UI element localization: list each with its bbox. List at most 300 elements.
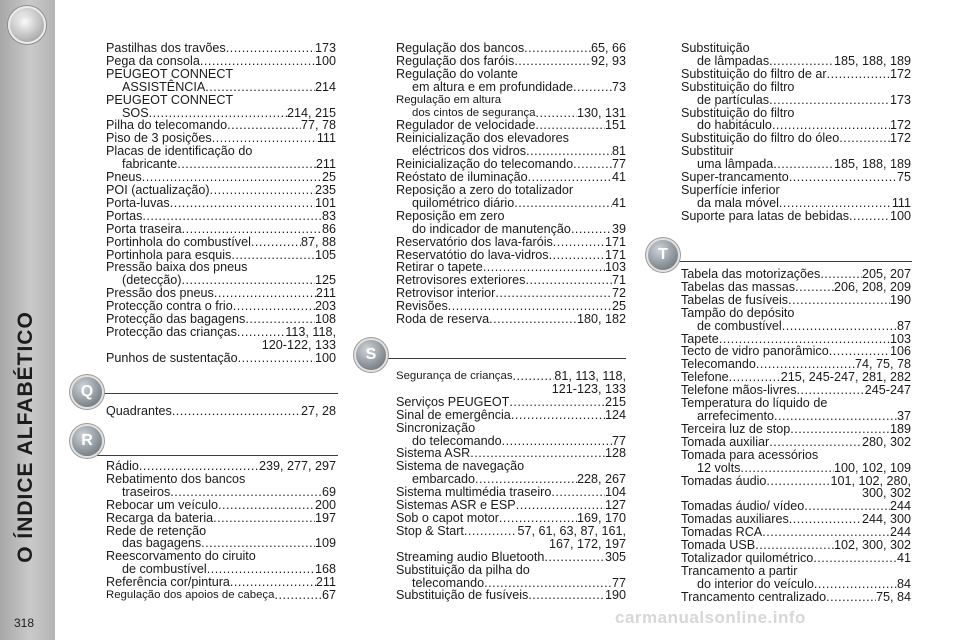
- leader-dots: [172, 405, 301, 418]
- entry-term: Reinicialização dos elevadores: [396, 131, 569, 146]
- entry-term: (detecção): [122, 273, 182, 288]
- leader-dots: [139, 460, 259, 473]
- entry-pages: 101: [314, 195, 336, 210]
- entry-term: Protecção das bagagens: [106, 312, 246, 327]
- entry-term: PEUGEOT CONNECT: [106, 66, 234, 81]
- entry-pages: 205, 207: [861, 267, 911, 281]
- leader-dots: [826, 591, 876, 604]
- entry-term: da mala móvel: [697, 195, 779, 210]
- index-entry: [396, 551, 626, 564]
- entry-pages: 57, 61, 63, 87, 161,: [517, 523, 626, 538]
- entry-pages: 171: [604, 247, 626, 262]
- leader-dots: [769, 94, 890, 107]
- index-entry: [681, 294, 911, 307]
- entry-pages: 65, 66: [590, 41, 626, 55]
- entry-term: Totalizador quilométrico: [681, 550, 814, 565]
- leader-dots: [769, 55, 834, 68]
- index-entry-line: [681, 81, 911, 94]
- entry-term: 300, 302: [861, 486, 911, 501]
- entry-pages: 190: [889, 292, 911, 307]
- leader-dots: [755, 539, 834, 552]
- index-entry-line: [106, 210, 336, 223]
- index-entry-line: [681, 462, 911, 475]
- section-q-entries: [106, 405, 336, 418]
- leader-dots: [182, 223, 322, 236]
- index-entry-line: [396, 313, 626, 326]
- entry-pages: 37: [896, 408, 911, 423]
- index-entry: [106, 499, 336, 512]
- corner-badge-icon: [8, 6, 46, 44]
- entry-term: Segurança de crianças: [396, 370, 513, 382]
- entry-term: eléctricos dos vidros: [412, 144, 527, 159]
- leader-dots: [524, 42, 591, 55]
- entry-pages: 189: [889, 421, 911, 436]
- section-p-entries: [106, 42, 336, 365]
- index-entry-line: [106, 68, 336, 81]
- entry-term: Sistema multimédia traseiro: [396, 485, 552, 500]
- index-entry: [106, 326, 336, 352]
- entry-term: ASSISTÊNCIA: [122, 79, 206, 94]
- letter-s-badge-icon: S: [356, 340, 386, 370]
- index-entry-line: [681, 42, 911, 55]
- index-entry: [681, 449, 911, 475]
- index-entry-line: [396, 383, 626, 396]
- entry-term: Piso de 3 posições: [106, 131, 212, 146]
- leader-dots: [827, 68, 890, 81]
- leader-dots: [274, 589, 322, 602]
- entry-term: Reposição a zero do totalizador: [396, 182, 574, 197]
- index-entry: [106, 42, 336, 55]
- entry-term: Tomada auxiliar: [681, 434, 770, 449]
- index-entry: [396, 236, 626, 249]
- entry-term: 121-123, 133: [551, 381, 626, 396]
- entry-term: Serviços PEUGEOT: [396, 394, 510, 409]
- index-entry-line: [396, 525, 626, 538]
- entry-term: Retirar o tapete: [396, 260, 483, 275]
- leader-dots: [495, 287, 612, 300]
- entry-term: Reescorvamento do ciruito: [106, 549, 256, 564]
- entry-pages: 244: [889, 499, 911, 514]
- entry-pages: 41: [896, 550, 911, 565]
- entry-term: Tomadas áudio/ vídeo: [681, 499, 805, 514]
- entry-pages: 41: [611, 170, 626, 185]
- index-entry-line: [106, 589, 336, 602]
- entry-pages: 92, 93: [590, 53, 626, 68]
- leader-dots: [814, 578, 897, 591]
- entry-pages: 211: [315, 286, 336, 301]
- entry-pages: 100, 102, 109: [833, 460, 911, 475]
- index-entry: [681, 107, 911, 133]
- entry-term: Pressão baixa dos pneus: [106, 260, 248, 275]
- index-entry: [396, 525, 626, 551]
- entry-term: Trancamento a partir: [681, 563, 798, 578]
- entry-pages: 215, 245-247, 281, 282: [780, 370, 911, 385]
- entry-term: Suporte para latas de bebidas: [681, 208, 850, 223]
- entry-term: SOS: [122, 105, 149, 120]
- leader-dots: [740, 462, 834, 475]
- index-entry-line: [396, 236, 626, 249]
- entry-term: Protecção das crianças: [106, 324, 237, 339]
- entry-term: Telecomando: [681, 357, 756, 372]
- index-entry-line: [396, 68, 626, 81]
- entry-term: traseiros: [122, 484, 171, 499]
- entry-term: Terceira luz de stop: [681, 421, 791, 436]
- leader-dots: [499, 512, 577, 525]
- entry-pages: 87, 88: [300, 234, 336, 249]
- leader-dots: [205, 81, 315, 94]
- index-entry: [106, 525, 336, 551]
- entry-pages: 280, 302: [861, 434, 911, 449]
- entry-pages: 77, 78: [300, 118, 336, 133]
- entry-pages: 69: [321, 484, 336, 499]
- entry-term: Sinal de emergência: [396, 407, 511, 422]
- entry-term: Substituição do filtro: [681, 105, 795, 120]
- entry-term: Substituição de fusíveis: [396, 588, 529, 603]
- index-entry-line: [396, 370, 626, 383]
- index-entry-line: [681, 68, 911, 81]
- index-entry: [396, 55, 626, 68]
- index-entry-line: [396, 197, 626, 210]
- entry-term: do indicador de manutenção: [412, 221, 571, 236]
- entry-pages: 104: [604, 485, 626, 500]
- entry-term: Sincronização: [396, 420, 476, 435]
- entry-pages: 81, 113, 118,: [554, 369, 626, 383]
- entry-term: Regulação dos bancos: [396, 41, 525, 55]
- leader-dots: [227, 119, 301, 132]
- entry-term: Roda de reserva: [396, 312, 490, 327]
- leader-dots: [573, 81, 612, 94]
- entry-term: Porta traseira: [106, 221, 182, 236]
- entry-pages: 172: [889, 118, 911, 133]
- entry-pages: 77: [611, 157, 626, 172]
- entry-pages: 74, 75, 78: [854, 357, 911, 372]
- index-entry: [106, 223, 336, 236]
- index-entry: [396, 564, 626, 590]
- entry-term: Substituição do filtro do óleo: [681, 131, 840, 146]
- index-entry: [396, 396, 626, 409]
- entry-term: Tomadas áudio: [681, 473, 767, 488]
- leader-dots: [544, 551, 605, 564]
- index-entry-line: [106, 184, 336, 197]
- index-entry: [681, 42, 911, 68]
- index-column-1-r: [106, 460, 336, 602]
- entry-pages: 172: [889, 66, 911, 81]
- watermark: carmanualsonline.info: [615, 608, 806, 627]
- index-entry-line: [106, 499, 336, 512]
- index-entry-line: [106, 223, 336, 236]
- index-column-1: [106, 42, 336, 365]
- index-entry: [106, 313, 336, 326]
- index-entry-line: [106, 197, 336, 210]
- index-entry-line: [106, 486, 336, 499]
- index-entry: [681, 565, 911, 591]
- entry-pages: 103: [889, 331, 911, 346]
- leader-dots: [213, 512, 315, 525]
- index-entry: [106, 210, 336, 223]
- index-entry: [681, 423, 911, 436]
- leader-dots: [170, 197, 315, 210]
- index-entry: [106, 55, 336, 68]
- entry-term: Retrovisor interior: [396, 286, 496, 301]
- entry-term: do habitáculo: [697, 118, 772, 133]
- entry-pages: 185, 188, 189: [833, 157, 911, 172]
- entry-pages: 84: [896, 576, 911, 591]
- index-entry: [396, 210, 626, 236]
- entry-pages: 83: [321, 208, 336, 223]
- entry-term: Rebocar um veículo: [106, 497, 218, 512]
- entry-pages: 86: [321, 221, 336, 236]
- index-entry-line: [396, 551, 626, 564]
- index-entry: [681, 68, 911, 81]
- entry-term: Pilha do telecomando: [106, 118, 228, 133]
- entry-pages: 113, 118,: [285, 324, 336, 339]
- index-entry: [106, 512, 336, 525]
- entry-pages: 25: [321, 170, 336, 185]
- index-entry: [106, 473, 336, 499]
- sidebar-title: O ÍNDICE ALFABÉTICO: [14, 311, 37, 563]
- index-entry-line: [396, 512, 626, 525]
- entry-term: Pressão dos pneus: [106, 286, 214, 301]
- index-entry-line: [106, 405, 336, 418]
- leader-dots: [489, 313, 577, 326]
- entry-pages: 211: [315, 157, 336, 172]
- index-entry-line: [396, 396, 626, 409]
- index-entry-line: [396, 210, 626, 223]
- entry-term: Regulação do volante: [396, 66, 518, 81]
- entry-term: Telefone: [681, 370, 729, 385]
- leader-dots: [464, 525, 518, 538]
- leader-dots: [142, 210, 322, 223]
- index-entry: [396, 184, 626, 210]
- index-entry: [106, 145, 336, 171]
- entry-term: Reposição em zero: [396, 208, 505, 223]
- entry-term: Streaming audio Bluetooth: [396, 549, 545, 564]
- entry-pages: 203: [314, 299, 336, 314]
- entry-pages: 100: [314, 350, 336, 365]
- entry-term: Regulador de velocidade: [396, 118, 536, 133]
- index-entry: [106, 576, 336, 589]
- entry-term: Rede de retenção: [106, 523, 207, 538]
- index-entry: [681, 184, 911, 210]
- leader-dots: [774, 410, 897, 423]
- index-entry: [106, 94, 336, 120]
- entry-term: Portinhola para esquis: [106, 247, 232, 262]
- entry-pages: 25: [611, 299, 626, 314]
- entry-pages: 169, 170: [576, 510, 626, 525]
- entry-pages: 81: [611, 144, 626, 159]
- section-q-divider: [80, 393, 338, 394]
- index-entry-line: [681, 210, 911, 223]
- entry-pages: 100: [314, 53, 336, 68]
- entry-term: quilométrico diário: [412, 195, 515, 210]
- index-entry-line: [681, 294, 911, 307]
- entry-term: Tabelas de fusíveis: [681, 292, 789, 307]
- entry-pages: 130, 131: [576, 105, 626, 120]
- section-t-entries: [681, 268, 911, 604]
- entry-term: Stop & Start: [396, 523, 464, 538]
- entry-pages: 171: [604, 234, 626, 249]
- index-entry: [396, 409, 626, 422]
- section-r-continued-entries: [396, 42, 626, 326]
- leader-dots: [535, 107, 576, 120]
- index-entry: [396, 313, 626, 326]
- entry-pages: 200: [314, 497, 336, 512]
- entry-term: das bagagens: [122, 536, 202, 551]
- entry-term: Rádio: [106, 459, 139, 473]
- entry-term: Tabela das motorizações: [681, 267, 821, 281]
- entry-pages: 197: [314, 510, 336, 525]
- index-entry: [396, 94, 626, 120]
- leader-dots: [553, 236, 605, 249]
- index-entry-line: [681, 552, 911, 565]
- entry-term: dos cintos de segurança: [412, 106, 536, 119]
- entry-term: Porta-luvas: [106, 195, 170, 210]
- leader-dots: [233, 300, 315, 313]
- index-entry: [106, 236, 336, 249]
- index-entry: [681, 210, 911, 223]
- entry-term: Tomada para acessórios: [681, 447, 819, 462]
- entry-pages: 214: [314, 79, 336, 94]
- index-entry: [396, 589, 626, 602]
- entry-term: Punhos de sustentação: [106, 350, 238, 365]
- sidebar: [0, 0, 55, 640]
- index-entry: [681, 281, 911, 294]
- leader-dots: [511, 409, 605, 422]
- entry-term: Substituir: [681, 144, 734, 159]
- leader-dots: [245, 313, 315, 326]
- entry-pages: 87: [896, 318, 911, 333]
- leader-dots: [528, 589, 605, 602]
- entry-term: do telecomando: [412, 433, 502, 448]
- entry-term: telecomando: [412, 575, 485, 590]
- index-entry: [396, 132, 626, 158]
- index-column-2: [396, 42, 626, 326]
- entry-term: Reservatório dos lava-faróis: [396, 234, 553, 249]
- index-entry: [681, 81, 911, 107]
- entry-pages: 172: [889, 131, 911, 146]
- section-s-entries: [396, 370, 626, 602]
- index-entry-line: [106, 236, 336, 249]
- entry-pages: 245-247: [864, 383, 911, 398]
- index-entry: [106, 550, 336, 576]
- index-entry-line: [106, 460, 336, 473]
- entry-term: Tampão do depósito: [681, 305, 795, 320]
- leader-dots: [782, 320, 897, 333]
- index-entry-line: [681, 578, 911, 591]
- letter-q-badge-icon: Q: [72, 377, 102, 407]
- index-entry-line: [681, 184, 911, 197]
- index-entry: [106, 352, 336, 365]
- leader-dots: [789, 513, 862, 526]
- leader-dots: [502, 435, 612, 448]
- entry-term: Telefone mãos-livres: [681, 383, 797, 398]
- entry-term: Referência cor/pintura: [106, 575, 230, 590]
- leader-dots: [789, 171, 897, 184]
- entry-pages: 67: [321, 588, 336, 603]
- index-entry: [396, 68, 626, 94]
- leader-dots: [170, 486, 322, 499]
- index-entry: [681, 397, 911, 423]
- entry-pages: 168: [314, 562, 336, 577]
- entry-pages: 111: [891, 195, 911, 210]
- section-r-divider: [80, 455, 338, 456]
- letter-r-badge-icon: R: [72, 426, 102, 456]
- entry-term: Placas de identificação do: [106, 144, 253, 159]
- index-entry-line: [396, 184, 626, 197]
- entry-pages: 73: [611, 79, 626, 94]
- index-entry: [396, 42, 626, 55]
- leader-dots: [839, 132, 890, 145]
- entry-pages: 206, 208, 209: [833, 279, 911, 294]
- entry-pages: 111: [316, 131, 336, 146]
- entry-term: 167, 172, 197: [548, 536, 626, 551]
- index-entry-line: [396, 589, 626, 602]
- leader-dots: [218, 499, 315, 512]
- leader-dots: [200, 55, 315, 68]
- entry-term: embarcado: [412, 472, 476, 487]
- index-entry-line: [681, 591, 911, 604]
- index-entry-line: [681, 94, 911, 107]
- leader-dots: [551, 486, 605, 499]
- index-column-3: [681, 42, 911, 223]
- entry-term: Substituição do filtro de ar: [681, 66, 827, 81]
- index-entry: [106, 405, 336, 418]
- entry-term: PEUGEOT CONNECT: [106, 92, 234, 107]
- entry-term: de combustível: [122, 562, 207, 577]
- page-number: 318: [14, 616, 35, 630]
- entry-term: 120-122, 133: [261, 337, 336, 352]
- leader-dots: [573, 158, 612, 171]
- leader-dots: [769, 436, 862, 449]
- index-entry: [681, 436, 911, 449]
- entry-pages: 41: [611, 195, 626, 210]
- index-entry: [681, 268, 911, 281]
- index-entry: [681, 307, 911, 333]
- entry-pages: 180, 182: [576, 312, 626, 327]
- index-entry-line: [681, 423, 911, 436]
- leader-dots: [514, 55, 591, 68]
- index-column-3-t: [681, 268, 911, 604]
- leader-dots: [237, 326, 285, 339]
- index-entry-line: [396, 422, 626, 435]
- index-entry-line: [681, 268, 911, 281]
- entry-term: Substituição do filtro: [681, 79, 795, 94]
- entry-pages: 75, 84: [875, 589, 911, 604]
- index-entry-line: [681, 55, 911, 68]
- entry-pages: 128: [604, 446, 626, 461]
- leader-dots: [779, 197, 892, 210]
- entry-term: do interior do veículo: [697, 576, 814, 591]
- entry-pages: 228, 267: [576, 472, 626, 487]
- index-entry: [106, 589, 336, 602]
- index-entry: [681, 475, 911, 501]
- entry-pages: 173: [314, 41, 336, 55]
- entry-pages: 77: [611, 433, 626, 448]
- leader-dots: [820, 268, 862, 281]
- leader-dots: [571, 223, 612, 236]
- letter-t-badge-icon: T: [648, 240, 678, 270]
- index-entry-line: [106, 473, 336, 486]
- entry-term: Pega da consola: [106, 53, 200, 68]
- index-entry: [396, 422, 626, 448]
- index-entry-line: [396, 564, 626, 577]
- index-entry: [681, 552, 911, 565]
- entry-term: Regulação em altura: [396, 93, 502, 106]
- section-t-divider: [654, 261, 912, 262]
- entry-term: POI (actualização): [106, 182, 210, 197]
- leader-dots: [790, 423, 890, 436]
- entry-term: Regulação dos faróis: [396, 53, 515, 68]
